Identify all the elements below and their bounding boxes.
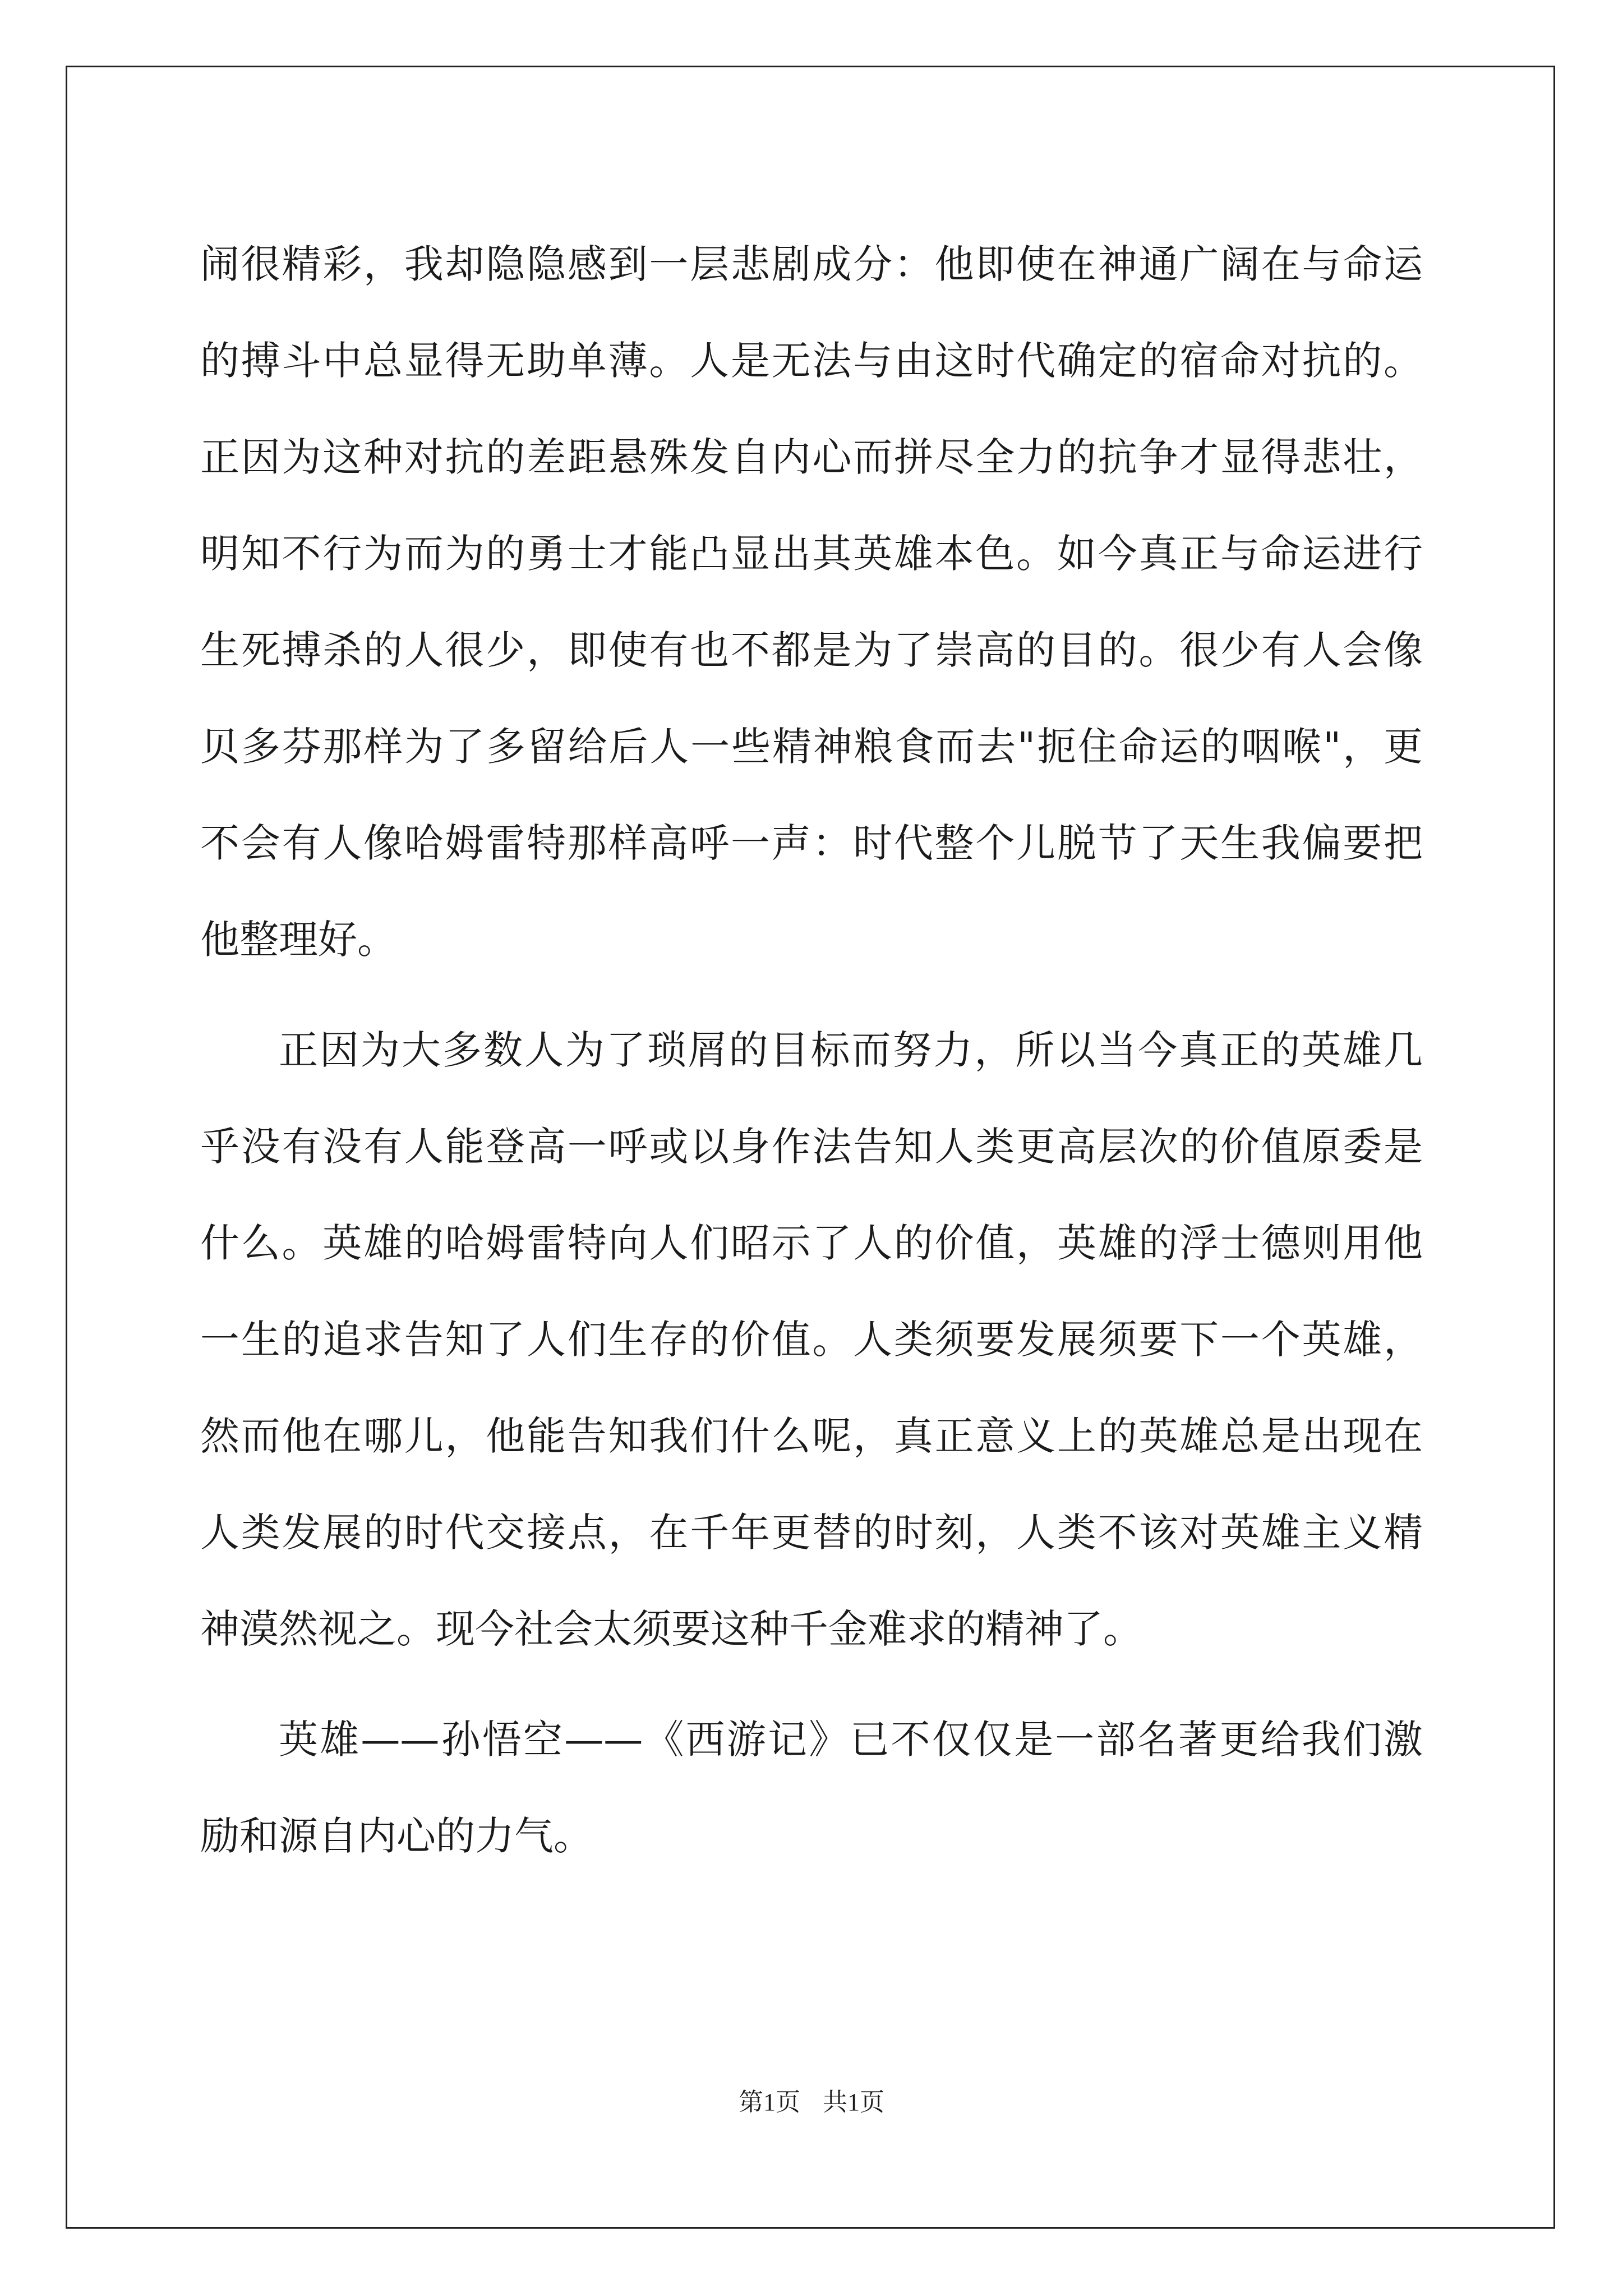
page-footer xyxy=(0,2086,1623,2119)
page-number: 第1页 xyxy=(739,2088,800,2116)
document-body xyxy=(200,216,1423,1884)
text-line: 的搏斗中总显得无助单薄。人是无法与由这时代确定的宿命对抗的。 xyxy=(200,338,1423,384)
paragraph-2 xyxy=(200,1002,1423,1677)
text-line: 人类发展的时代交接点，在千年更替的时刻，人类不该对英雄主义精 xyxy=(200,1510,1423,1556)
text-line: 正因为这种对抗的差距悬殊发自内心而拼尽全力的抗争才显得悲壮， xyxy=(200,434,1423,480)
paragraph-3 xyxy=(200,1691,1423,1884)
text-line: 英雄——孙悟空——《西游记》已不仅仅是一部名著更给我们激 xyxy=(279,1717,1423,1763)
page-total: 共1页 xyxy=(823,2088,884,2116)
text-line: 他整理好。 xyxy=(200,917,396,963)
text-line: 乎没有没有人能登高一呼或以身作法告知人类更高层次的价值原委是 xyxy=(200,1124,1423,1170)
text-line: 明知不行为而为的勇士才能凸显出其英雄本色。如今真正与命运进行 xyxy=(200,531,1423,577)
text-line: 正因为大多数人为了琐屑的目标而努力，所以当今真正的英雄几 xyxy=(279,1027,1423,1073)
text-line: 励和源自内心的力气。 xyxy=(200,1813,593,1859)
text-line: 闹很精彩，我却隐隐感到一层悲剧成分：他即使在神通广阔在与命运 xyxy=(200,241,1423,287)
text-line: 神漠然视之。现今社会太须要这种千金难求的精神了。 xyxy=(200,1606,1142,1652)
text-line: 不会有人像哈姆雷特那样高呼一声：时代整个儿脱节了天生我偏要把 xyxy=(200,820,1423,866)
text-line: 一生的追求告知了人们生存的价值。人类须要发展须要下一个英雄， xyxy=(200,1317,1423,1363)
paragraph-1 xyxy=(200,216,1423,988)
text-line: 生死搏杀的人很少，即使有也不都是为了崇高的目的。很少有人会像 xyxy=(200,627,1423,673)
text-line: 贝多芬那样为了多留给后人一些精神粮食而去"扼住命运的咽喉"，更 xyxy=(200,724,1423,770)
text-line: 然而他在哪儿，他能告知我们什么呢，真正意义上的英雄总是出现在 xyxy=(200,1413,1423,1459)
text-line: 什么。英雄的哈姆雷特向人们昭示了人的价值，英雄的浮士德则用他 xyxy=(200,1220,1423,1266)
